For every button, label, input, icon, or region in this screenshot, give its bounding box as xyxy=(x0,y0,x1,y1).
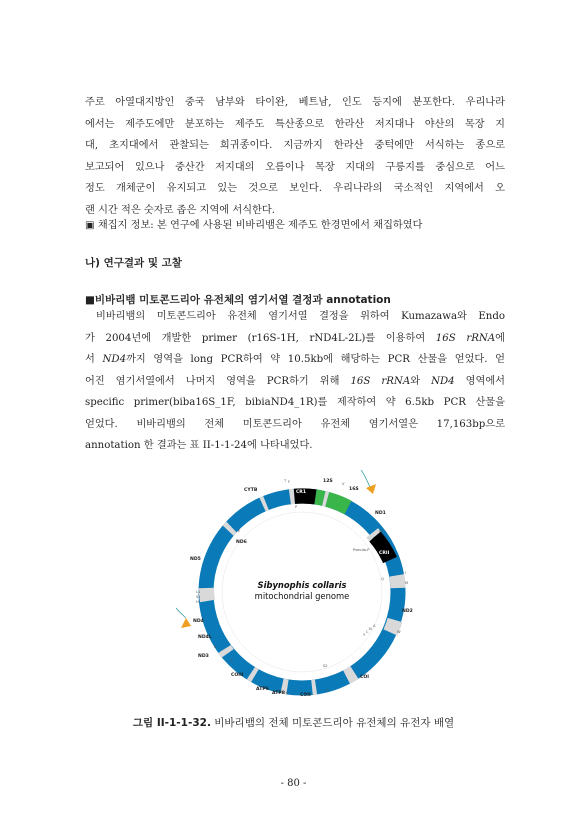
trna-label-m: M xyxy=(405,581,409,585)
intro-line: 주로 아열대지방인 중국 남부와 타이완, 베트남, 인도 등지에 분포한다. 우리나라 xyxy=(85,97,505,108)
trna-label-n: N xyxy=(369,627,372,631)
trna-label-s1: S1 xyxy=(196,595,201,599)
trna-label-pseudo: Pseudo-P xyxy=(353,548,370,552)
trna-label-q: Q xyxy=(381,577,384,581)
page-number: - 80 - xyxy=(280,778,307,789)
gene-label-nd5: ND5 xyxy=(190,557,201,562)
gene-label-nd3: ND3 xyxy=(198,654,209,659)
cr1-segment xyxy=(294,496,315,497)
gene-label-cr2: CRII xyxy=(379,551,390,556)
figure-caption-text: 비바리뱀의 전체 미토콘드리아 유전체의 유전자 배열 xyxy=(210,717,455,729)
gene-label-coiii: COIII xyxy=(231,673,244,678)
body-line: annotation 한 결과는 표 II-1-1-24에 나타내었다. xyxy=(85,440,313,451)
trna-label-f: F xyxy=(288,480,291,484)
trna-label-t: T xyxy=(284,479,287,483)
trna-label-p: P xyxy=(295,505,298,509)
body-line: 어진 염기서열에서 나머지 영역을 PCR하기 위해 16S rRNA와 ND4 영역에서 xyxy=(85,375,506,387)
gene-label-coii: COII xyxy=(300,693,311,698)
gene-label-cytb: CYTB xyxy=(244,488,258,493)
trna-label-d: D xyxy=(326,689,329,693)
subheading: 나) 연구결과 및 고찰 xyxy=(85,257,182,269)
trna-label-l2: L2 xyxy=(379,529,384,533)
16s-segment xyxy=(327,499,348,507)
intro-line: 정도 개체군이 유지되고 있는 것으로 보인다. 우리나라의 국소적인 지역에서 오 xyxy=(85,183,505,194)
trna-label-l1: L1 xyxy=(196,590,201,594)
center-subtitle: mitochondrial genome xyxy=(254,591,350,601)
gene-label-nd1: ND1 xyxy=(375,511,386,516)
gene-label-nd6: ND6 xyxy=(236,540,247,545)
trna-label-r: R xyxy=(214,645,217,649)
section-heading: ■비바리뱀 미토콘드리아 유전체의 염기서열 결정과 annotation xyxy=(85,294,391,306)
inner-arrow-icon xyxy=(181,618,191,628)
trna-label-h: H xyxy=(196,600,199,604)
gene-label-nd4l: ND4L xyxy=(198,635,212,640)
body-line: 가 2004년에 개발한 primer (r16S-1H, rND4L-2L)를 이용하여 16S rRNA에 xyxy=(85,332,505,344)
figure-caption xyxy=(0,715,587,730)
trna-label-g: G xyxy=(230,659,233,663)
intro-paragraph xyxy=(85,92,505,221)
intro-line: 에서는 제주도에만 분포하는 제주도 특산종으로 한라산 저지대나 야산의 목장 지 xyxy=(85,118,505,130)
gene-label-atp6: ATP6 xyxy=(256,687,269,692)
body-line: 얻었다. 비바리뱀의 전체 미토콘드리아 유전체 염기서열은 17,163bp으로 xyxy=(85,418,505,430)
intro-line: 대, 초지대에서 관찰되는 희귀종이다. 지금까지 한라산 중턱에만 서식하는 종으로 xyxy=(85,140,505,151)
trna-label-v: V xyxy=(342,482,345,486)
outer-arrow-icon xyxy=(366,484,376,494)
trna-label-i: I xyxy=(405,571,407,575)
gene-label-12s: 12S xyxy=(323,479,333,484)
mitogenome-figure xyxy=(176,470,428,710)
body-paragraph xyxy=(85,306,505,457)
gene-label-coi: COI xyxy=(360,675,369,680)
trna-label-w: W xyxy=(397,630,401,634)
body-line: specific primer(biba16S_1F, bibiaND4_1R)를 제작하여 약 6.5kb PCR 산물을 xyxy=(85,397,505,408)
trna-label-s2: S2 xyxy=(323,664,328,668)
center-title: Sibynophis collaris xyxy=(257,580,347,590)
trna-label-c: C xyxy=(366,630,369,634)
12s-segment xyxy=(316,497,324,499)
trna-label-y: Y xyxy=(363,633,366,637)
mitogenome-map xyxy=(176,470,428,710)
trna-label-a: A xyxy=(373,624,376,628)
intro-line: 보고되어 있으나 중산간 저지대의 오름이나 목장 지대의 구릉지를 중심으로 어느 xyxy=(85,161,505,173)
gene-label-16s: 16S xyxy=(349,487,359,492)
figure-label: 그림 II-1-1-32. xyxy=(132,717,211,729)
gene-label-nd4: ND4 xyxy=(193,619,204,624)
body-line: 비바리뱀의 미토콘드리아 유전체 염기서열 결정을 위하여 Kumazawa와 Endo xyxy=(96,311,505,322)
body-line: 서 ND4까지 영역을 long PCR하여 약 10.5kb에 해당하는 PCR 산물을 얻었다. 얻 xyxy=(85,354,505,365)
trna-label-k: K xyxy=(286,691,289,695)
gene-label-atp8: ATP8 xyxy=(272,691,285,696)
gene-label-nd2: ND2 xyxy=(402,609,413,614)
trna-label-e: E xyxy=(238,529,241,533)
collection-note: ▣ 채집지 정보: 본 연구에 사용된 비바리뱀은 제주도 한경면에서 채집하였다 xyxy=(85,220,423,231)
intro-line: 랜 시간 적은 숫자로 좁은 지역에 서식한다. xyxy=(85,204,275,216)
gene-label-cr1: CR1 xyxy=(295,490,307,495)
